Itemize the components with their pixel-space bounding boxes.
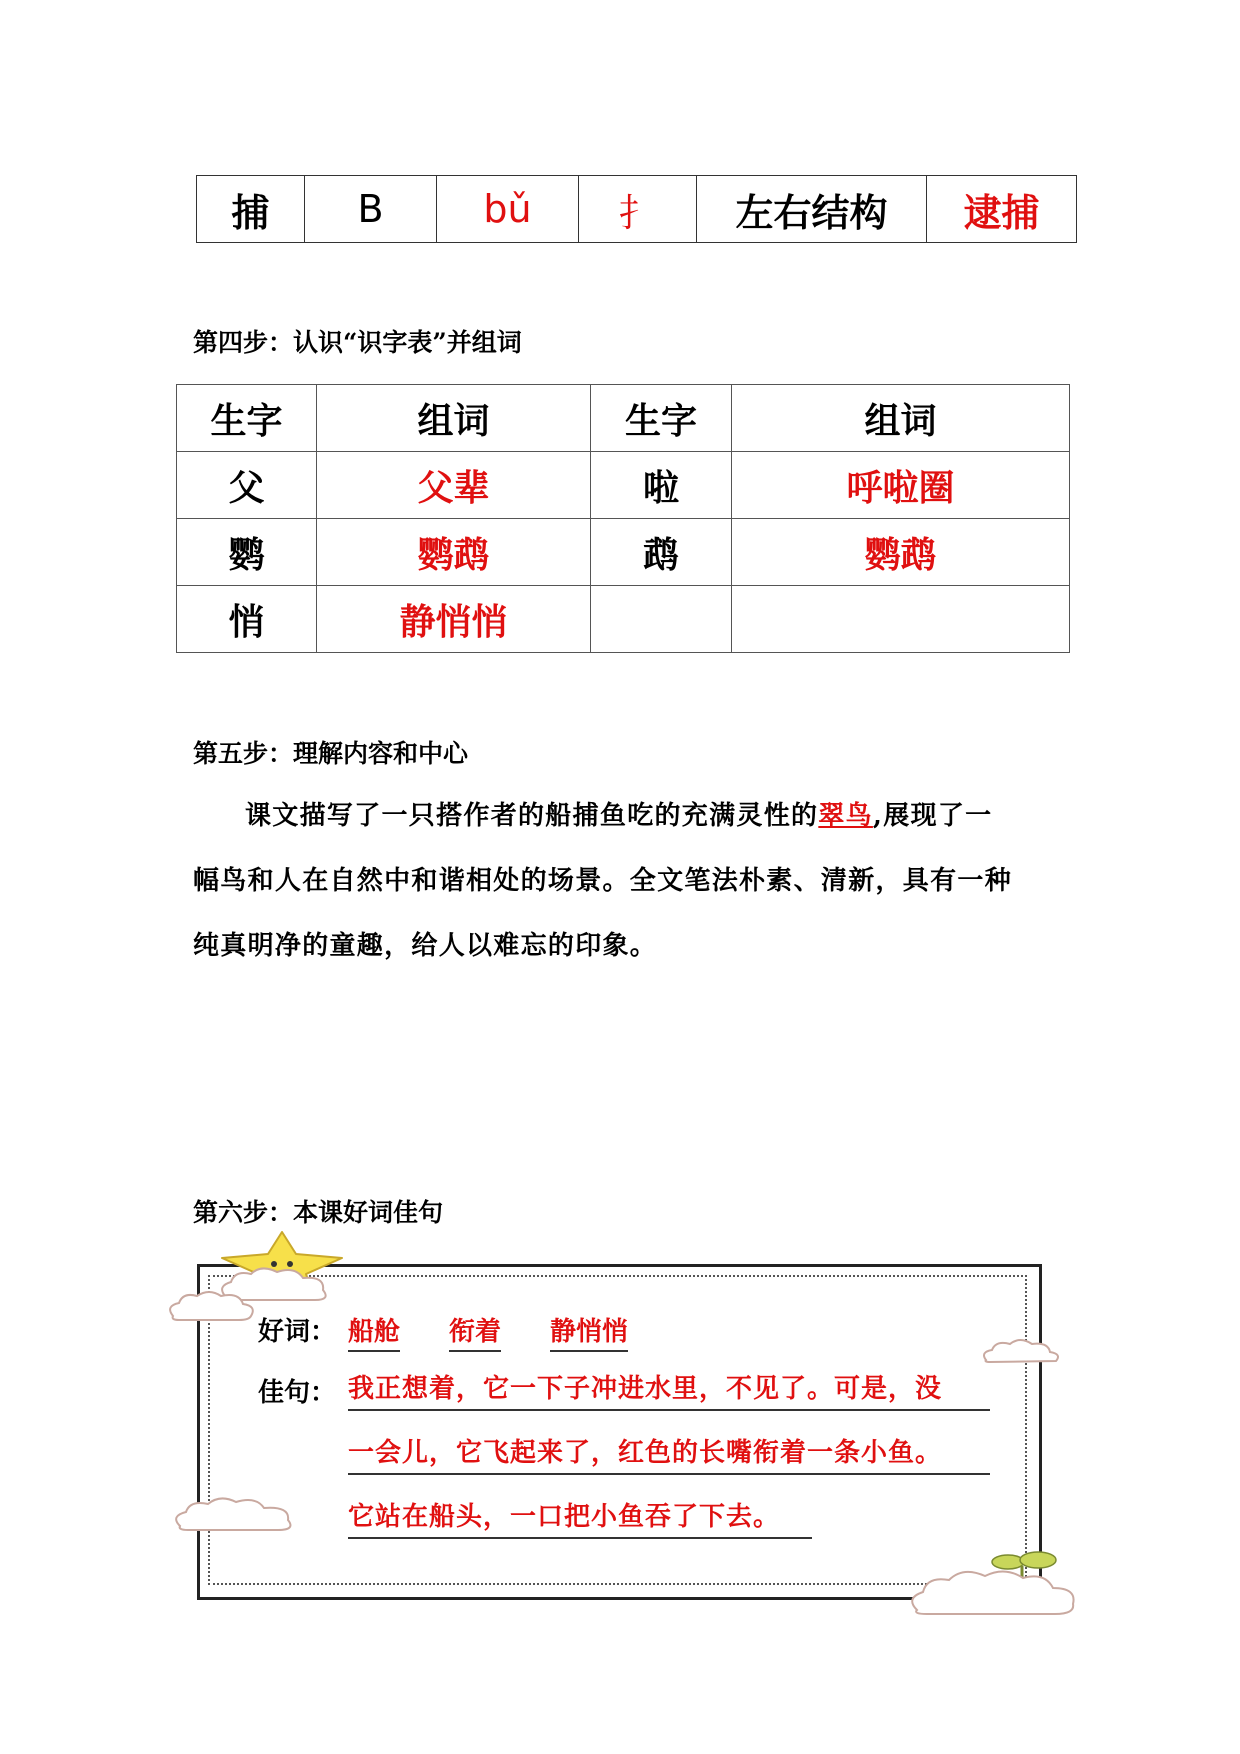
table-row — [177, 586, 1070, 653]
table-row — [197, 176, 1077, 243]
good-words-label: 好词： — [258, 1317, 337, 1347]
word-table — [176, 384, 1070, 653]
char-cell: 父 — [177, 452, 317, 519]
cloud-icon — [170, 1494, 300, 1534]
highlight-word: 翠鸟 — [818, 801, 873, 831]
cloud-icon — [905, 1566, 1081, 1618]
header-cell: 生字 — [177, 385, 317, 452]
character-cell: 捕 — [197, 176, 305, 243]
sentence-line: 它站在船头，一口把小鱼吞了下去。 — [348, 1497, 812, 1539]
paragraph-text: 课文描写了一只搭作者的船捕鱼吃的充满灵性的 — [245, 801, 819, 831]
char-cell: 鹉 — [591, 519, 732, 586]
word-cell: 父辈 — [317, 452, 591, 519]
sentence-line: 一会儿，它飞起来了，红色的长嘴衔着一条小鱼。 — [348, 1433, 990, 1475]
header-cell: 组词 — [317, 385, 591, 452]
word-cell: 鹦鹉 — [317, 519, 591, 586]
table-row — [177, 519, 1070, 586]
char-cell: 啦 — [591, 452, 732, 519]
char-cell: 鹦 — [177, 519, 317, 586]
paragraph-line: 幅鸟和人在自然中和谐相处的场景。全文笔法朴素、清新，具有一种 — [193, 866, 1013, 896]
paragraph-text: ,展现了一 — [872, 801, 993, 831]
step4-title: 第四步：认识“识字表”并组词 — [193, 328, 522, 357]
step5-title: 第五步：理解内容和中心 — [193, 739, 469, 768]
content-paragraph — [193, 784, 1073, 849]
good-word: 静悄悄 — [550, 1311, 628, 1348]
sentence-line: 我正想着，它一下子冲进水里，不见了。可是，没 — [348, 1369, 990, 1411]
structure-cell: 左右结构 — [697, 176, 927, 243]
header-cell: 组词 — [732, 385, 1070, 452]
table-row — [177, 452, 1070, 519]
header-cell: 生字 — [591, 385, 732, 452]
char-cell: 悄 — [177, 586, 317, 653]
word-cell — [732, 586, 1070, 653]
word-cell: 鹦鹉 — [732, 519, 1070, 586]
good-word: 衔着 — [449, 1311, 501, 1348]
word-cell: 静悄悄 — [317, 586, 591, 653]
character-table — [196, 175, 1077, 243]
word-cell: 呼啦圈 — [732, 452, 1070, 519]
good-sentence-label: 佳句： — [258, 1378, 337, 1408]
paragraph-line: 纯真明净的童趣，给人以难忘的印象。 — [193, 931, 658, 961]
good-word: 船舱 — [348, 1311, 400, 1348]
word-cell: 逮捕 — [927, 176, 1077, 243]
letter-cell: B — [305, 176, 437, 243]
pinyin-cell: bǔ — [437, 176, 579, 243]
step6-title: 第六步：本课好词佳句 — [193, 1198, 444, 1227]
cloud-icon — [980, 1336, 1062, 1366]
cloud-icon — [165, 1286, 257, 1324]
radical-cell: 扌 — [579, 176, 697, 243]
table-header-row — [177, 385, 1070, 452]
char-cell — [591, 586, 732, 653]
